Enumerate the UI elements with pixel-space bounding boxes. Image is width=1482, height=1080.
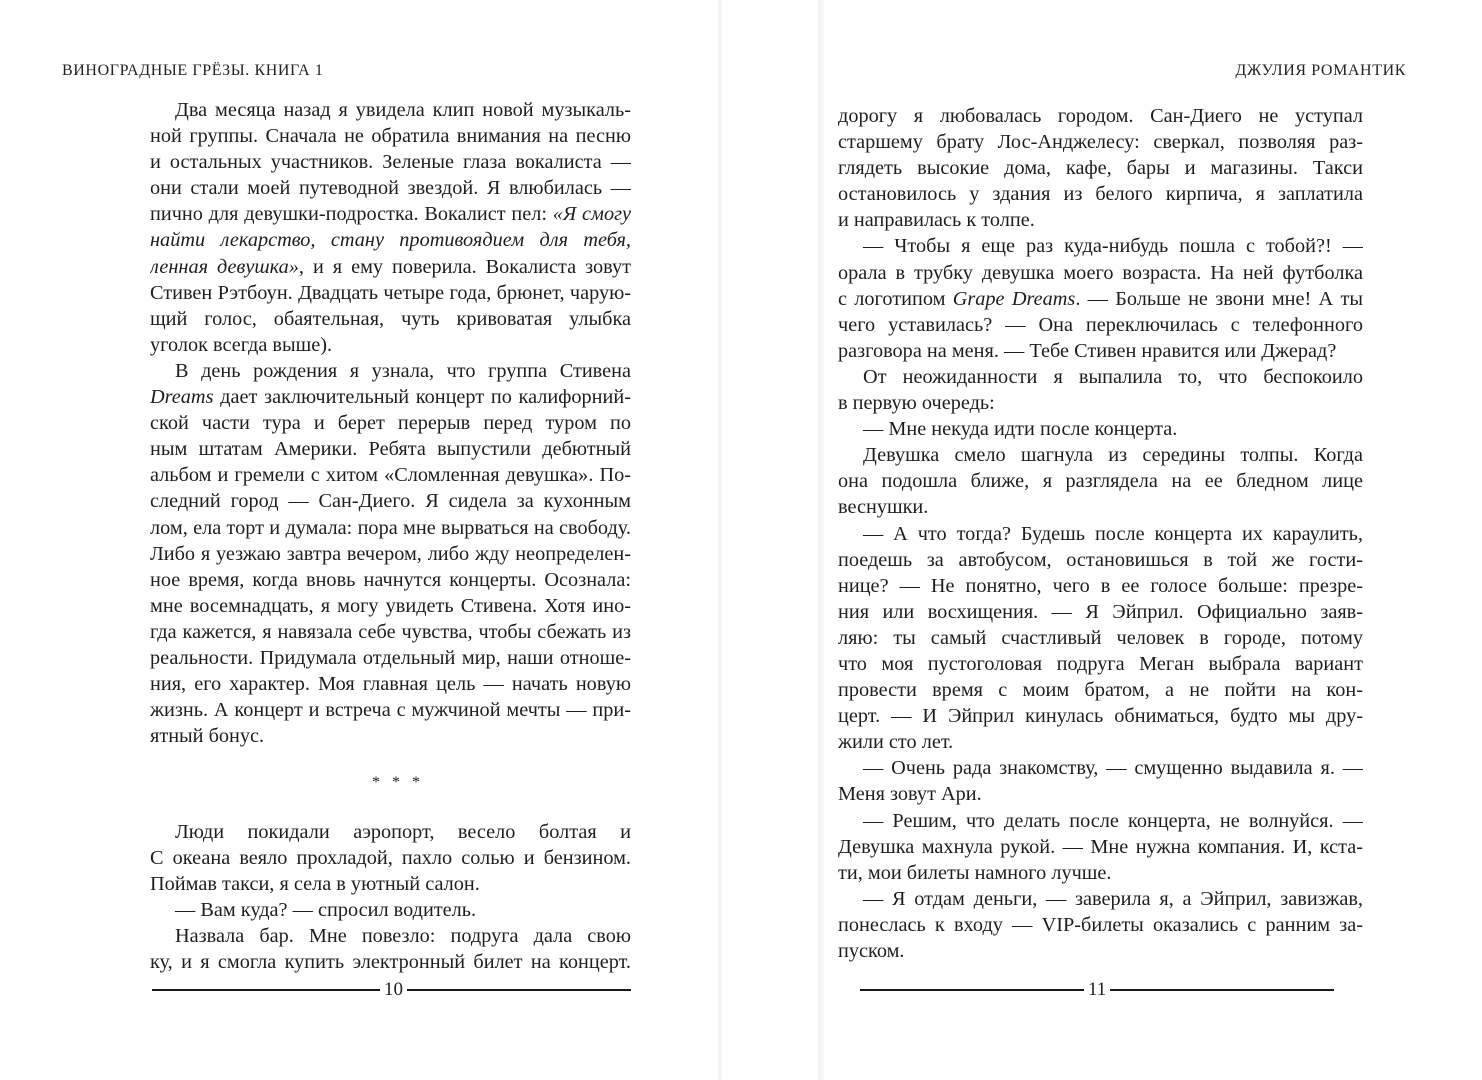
text-line: в первую очередь: — [838, 392, 995, 415]
italic-text: ленная девушка» — [150, 255, 299, 278]
footer-rule — [407, 989, 631, 991]
page-footer — [860, 978, 1334, 1002]
text-line: — А что тогда? Будешь после концерта их караулить, — [863, 522, 1363, 545]
text-line: чего уставилась? — Она переключилась с телефонного — [838, 313, 1363, 336]
italic-text: Grape Dreams — [952, 287, 1076, 310]
text-line: и направилась к толпе. — [838, 209, 1035, 232]
text-line: орала в трубку девушка моего возраста. На ней футболка — [838, 261, 1363, 284]
text-line: пуском. — [838, 940, 905, 962]
text-line: они стали моей путеводной звездой. Я влюбилась — — [150, 177, 631, 200]
text-line: — Мне некуда идти после концерта. — [863, 418, 1178, 441]
text-line: — Я отдам деньги, — заверила я, а Эйприл, завизжав, — [863, 887, 1363, 910]
text-line: и остальных участников. Зеленые глаза вокалиста — — [150, 151, 631, 174]
text-block — [150, 819, 631, 976]
italic-text: Dreams — [150, 386, 214, 409]
text-line: реальности. Придумала отдельный мир, наши отноше- — [150, 646, 631, 669]
text-line: провести время с моим братом, а не пойти на кон- — [838, 679, 1363, 702]
text-run: , и я ему поверила. Вокалиста зовут — [298, 255, 631, 278]
text-line: церт. — И Эйприл кинулась обниматься, будто мы дру- — [838, 705, 1363, 728]
text-line: Назвала бар. Мне повезло: подруга дала свою — [175, 925, 631, 948]
text-line: ной группы. Сначала не обратила внимания на песню — [150, 125, 631, 148]
text-line: щий голос, обаятельная, чуть кривоватая улыбка — [150, 307, 631, 330]
text-line: жили сто лет. — [838, 731, 954, 754]
text-line: остановилось у здания из белого кирпича, я заплатила — [838, 183, 1363, 206]
text-line: жизнь. А концерт и встреча с мужчиной мечты — при- — [150, 699, 631, 722]
text-line: мне восемнадцать, я могу увидеть Стивена. Хотя ино- — [150, 594, 631, 617]
text-line: — Вам куда? — спросил водитель. — [175, 899, 477, 922]
text-line: разговора на меня. — Тебе Стивен нравится или Джерад? — [838, 339, 1337, 362]
footer-rule — [860, 989, 1084, 991]
running-header-author: ДЖУЛИЯ РОМАНТИК — [1235, 62, 1406, 79]
text-line: ляю: ты самый счастливый человек в городе, потому — [838, 626, 1363, 649]
text-line: Девушка смело шагнула из середины толпы. Когда — [863, 444, 1363, 467]
text-line — [150, 201, 631, 227]
text-line: нице? — Не понятно, чего в ее голосе больше: презре- — [838, 574, 1363, 597]
text-line: она подошла ближе, я разглядела на ее бледном лице — [838, 470, 1363, 493]
text-run: . — Больше не звони мне! А ты — [1075, 287, 1363, 310]
text-line — [838, 286, 1363, 312]
text-line: понеслась к входу — VIP-билеты оказались с ранним за- — [838, 913, 1363, 936]
text-line: альбом и гремели с хитом «Сломленная девушка». По- — [150, 464, 631, 487]
text-line: — Чтобы я еще раз куда-нибудь пошла с тобой?! — — [863, 235, 1363, 258]
text-line: Девушка махнула рукой. — Мне нужна компания. И, кста- — [838, 835, 1363, 858]
text-line: дорогу я любовалась городом. Сан-Диего не уступал — [838, 105, 1363, 127]
text-block — [838, 103, 1363, 964]
text-line: От неожиданности я выпалила то, что беспокоило — [863, 365, 1363, 388]
text-line: ния, его характер. Моя главная цель — начать новую — [150, 673, 631, 696]
text-line: веснушки. — [838, 496, 929, 519]
text-line — [150, 384, 631, 410]
text-run: с логотипом — [838, 287, 953, 310]
footer-rule — [1110, 989, 1334, 991]
text-line: ным штатам Америки. Ребята выпустили дебютный — [150, 438, 631, 461]
page-edge — [818, 0, 824, 1080]
text-line: — Решим, что делать после концерта, не волнуйся. — — [863, 809, 1363, 832]
text-line — [150, 358, 631, 384]
text-line: глядеть высокие дома, кафе, бары и магазины. Такси — [838, 157, 1363, 180]
text-run: дает заключительный концерт по калифорний- — [213, 386, 631, 409]
page-number: 10 — [384, 979, 403, 1000]
page-number: 11 — [1088, 979, 1107, 1000]
right-page — [722, 0, 1482, 1080]
text-line: лом, ела торт и думала: пора мне вырваться на свободу. — [150, 516, 631, 539]
text-line: — Очень рада знакомству, — смущенно выдавила я. — — [863, 757, 1363, 780]
text-line: гда кажется, я навязала себе чувства, чтобы сбежать из — [150, 620, 631, 643]
running-header-book-title: ВИНОГРАДНЫЕ ГРЁЗЫ. КНИГА 1 — [62, 62, 324, 79]
italic-text: найти лекарство, стану противоядием для тебя, — [150, 229, 631, 252]
text-line: ской части тура и берет перерыв перед туром по — [150, 412, 631, 435]
footer-rule — [152, 989, 380, 991]
text-line: ти, мои билеты намного лучше. — [838, 861, 1112, 884]
text-line — [150, 227, 631, 253]
section-separator: * * * — [372, 774, 424, 791]
italic-text: «Я смогу — [552, 203, 631, 226]
text-line: старшему брату Лос-Анджелесу: сверкал, позволяя раз- — [838, 131, 1363, 154]
text-line: Люди покидали аэропорт, весело болтая и — [175, 821, 631, 843]
text-line: поедешь за автобусом, остановишься в той же гости- — [838, 548, 1363, 571]
text-line: ку, и я смогла купить электронный билет на концерт. — [150, 951, 631, 974]
text-line: ное время, когда вновь начнутся концерты. Осознала: — [150, 568, 631, 591]
text-line: ния или восхищения. — Я Эйприл. Официально заяв- — [838, 600, 1363, 623]
text-line: Стивен Рэтбоун. Двадцать четыре года, брюнет, чарую- — [150, 281, 631, 304]
text-line: следний город — Сан-Диего. Я сидела за кухонным — [150, 490, 631, 513]
text-run: В день рождения я узнала, что группа Стивена — [175, 359, 631, 382]
text-line: что моя пустоголовая подруга Меган выбрала вариант — [838, 652, 1363, 675]
text-run: пично для девушки-подростка. Вокалист пел: — [150, 203, 553, 226]
text-line: ятный бонус. — [150, 725, 265, 748]
left-page — [0, 0, 722, 1080]
text-line: Два месяца назад я увидела клип новой музыкаль- — [175, 99, 631, 121]
text-line — [150, 254, 631, 280]
text-line: уголок всегда выше). — [150, 333, 333, 356]
page-footer — [152, 978, 631, 1002]
text-line: Меня зовут Ари. — [838, 783, 982, 806]
text-line: С океана веяло прохладой, пахло солью и бензином. — [150, 847, 631, 870]
text-line: Либо я уезжаю завтра вечером, либо жду неопределен- — [150, 542, 631, 565]
text-block — [150, 97, 631, 749]
text-line: Поймав такси, я села в уютный салон. — [150, 873, 480, 896]
